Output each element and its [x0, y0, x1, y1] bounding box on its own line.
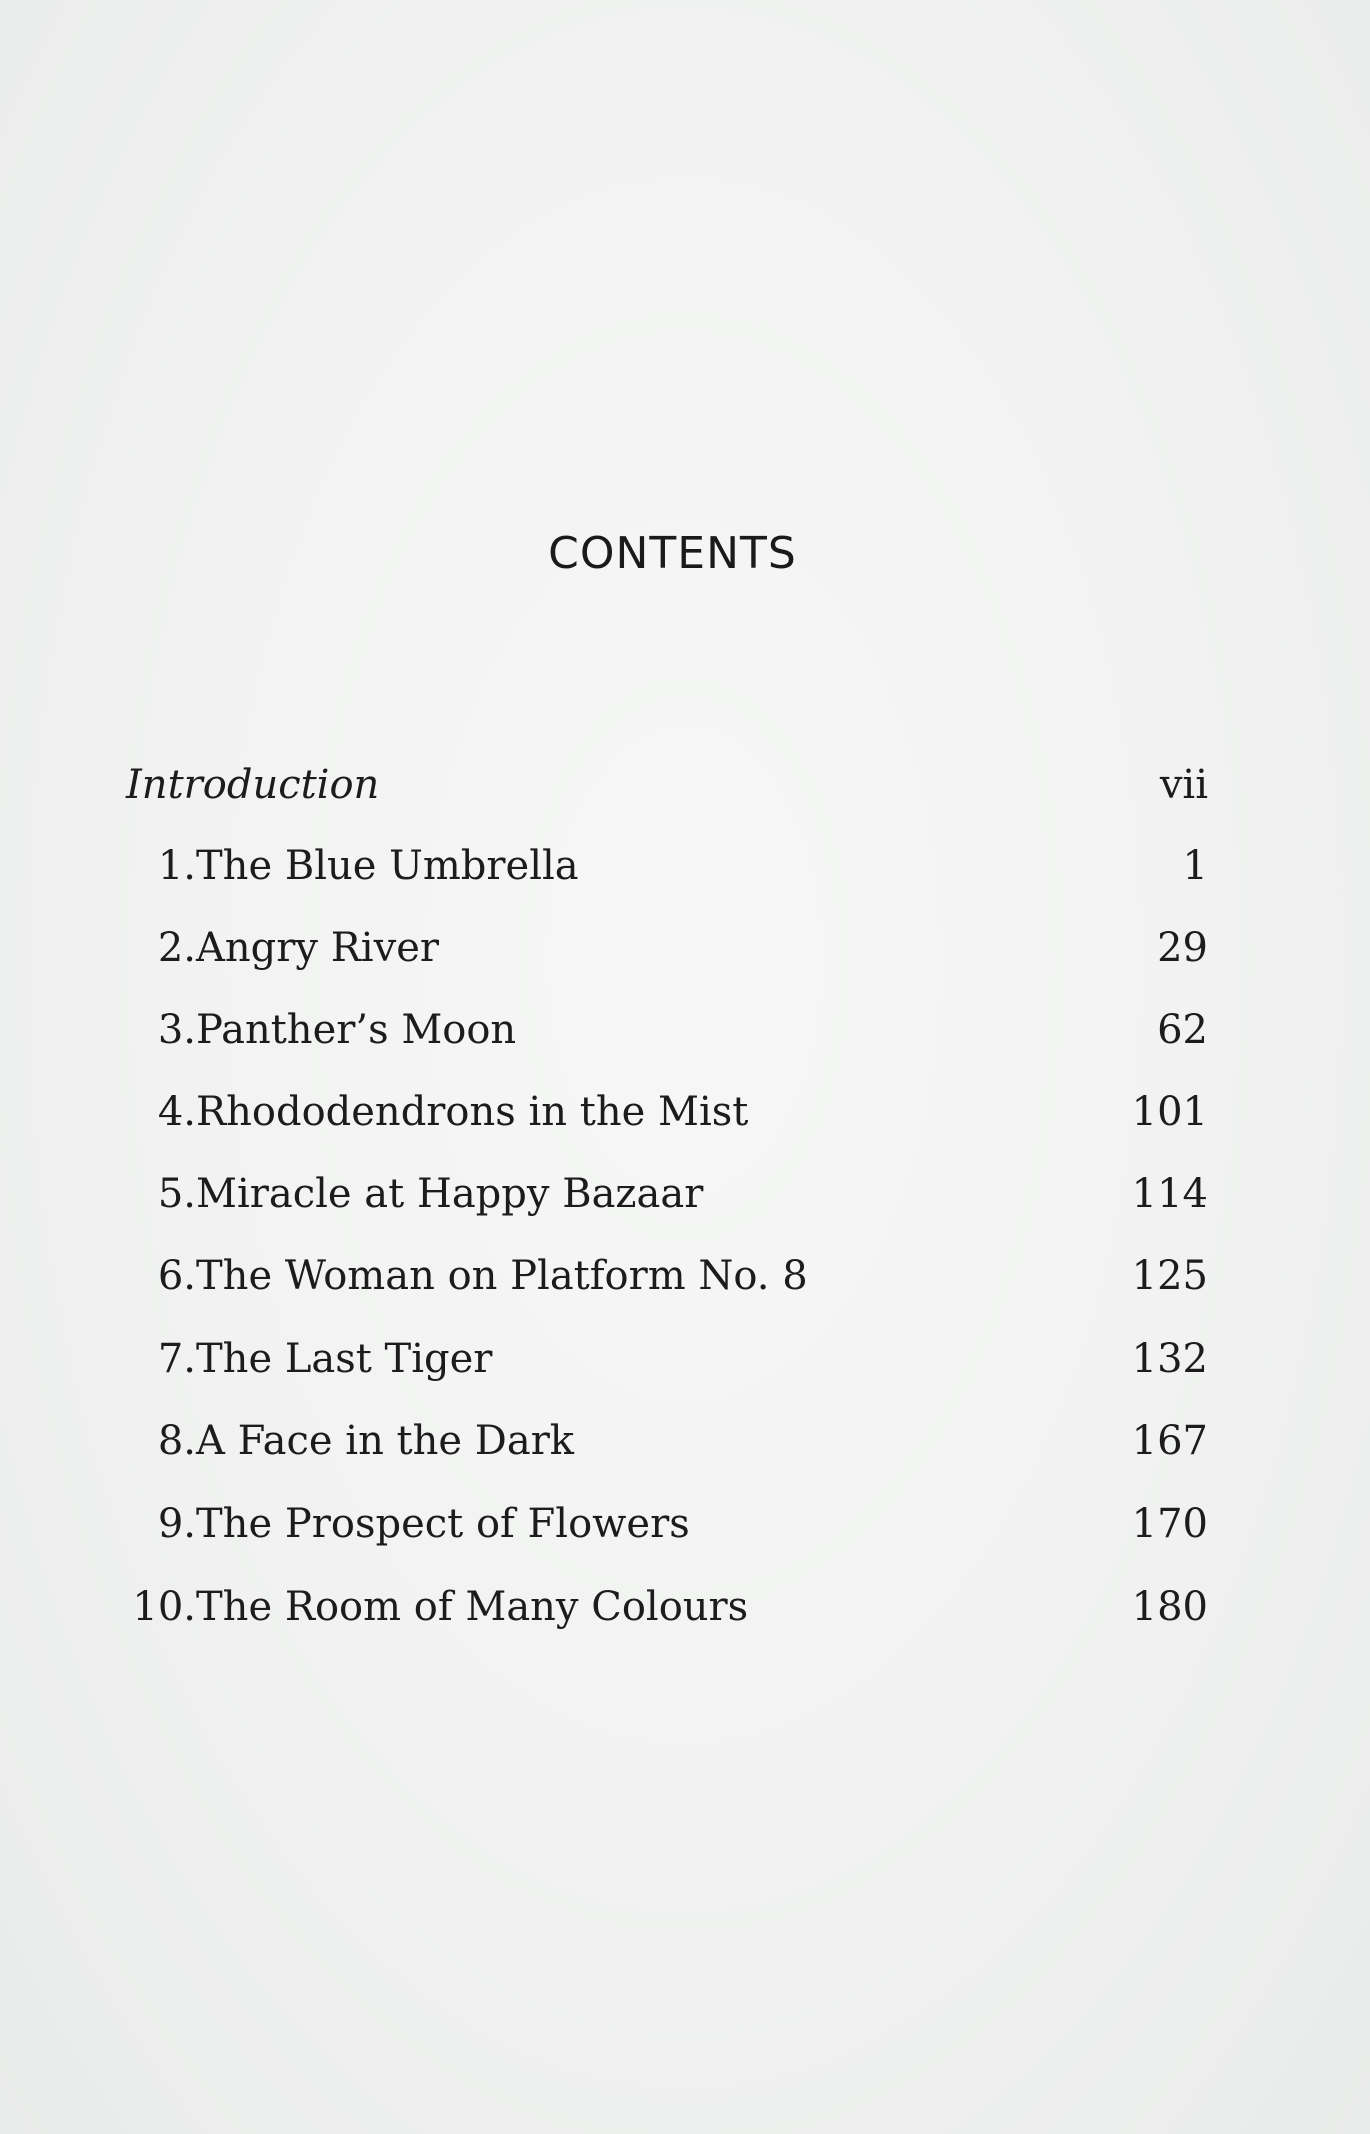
toc-entry-title: The Last Tiger — [196, 1336, 493, 1382]
toc-entry-title: The Blue Umbrella — [196, 843, 579, 889]
toc-entry — [0, 1494, 1370, 1554]
toc-entry-title: A Face in the Dark — [196, 1418, 575, 1464]
contents-heading: CONTENTS — [548, 528, 797, 579]
toc-entry-title: The Prospect of Flowers — [196, 1501, 690, 1547]
toc-entry-page: 170 — [1131, 1501, 1208, 1547]
toc-entry-number: 2. — [157, 925, 196, 971]
toc-entry-number: 5. — [157, 1171, 196, 1217]
toc-entry-number: 1. — [157, 843, 196, 889]
toc-entry — [0, 918, 1370, 978]
toc-entry-number: 3. — [157, 1007, 196, 1053]
toc-entry-title: Introduction — [126, 762, 380, 808]
toc-entry-page: 167 — [1131, 1418, 1208, 1464]
toc-entry — [0, 836, 1370, 896]
toc-entry-page: 125 — [1131, 1253, 1208, 1299]
toc-entry-page: 29 — [1157, 925, 1208, 971]
toc-entry-title: The Woman on Platform No. 8 — [196, 1253, 808, 1299]
toc-entry-page: 180 — [1131, 1584, 1208, 1630]
toc-entry-number: 7. — [157, 1336, 196, 1382]
toc-entry-page: vii — [1159, 762, 1208, 808]
toc-entry-number: 9. — [157, 1501, 196, 1547]
toc-entry-title: Miracle at Happy Bazaar — [196, 1171, 704, 1217]
toc-entry-page: 62 — [1157, 1007, 1208, 1053]
toc-entry-number: 4. — [157, 1089, 196, 1135]
toc-entry — [0, 1329, 1370, 1389]
toc-entry-number: 8. — [157, 1418, 196, 1464]
toc-entry — [0, 1164, 1370, 1224]
toc-entry-page: 114 — [1131, 1171, 1208, 1217]
toc-entry-page: 1 — [1182, 843, 1208, 889]
toc-entry — [0, 1082, 1370, 1142]
toc-entry-introduction — [0, 755, 1370, 815]
toc-entry-number: 10. — [132, 1584, 196, 1630]
toc-entry-page: 132 — [1131, 1336, 1208, 1382]
toc-entry-title: Rhododendrons in the Mist — [196, 1089, 749, 1135]
toc-entry-number: 6. — [157, 1253, 196, 1299]
toc-entry-title: Angry River — [196, 925, 439, 971]
toc-entry — [0, 1246, 1370, 1306]
toc-entry — [0, 1000, 1370, 1060]
toc-entry-title: Panther’s Moon — [196, 1007, 517, 1053]
toc-entry-title: The Room of Many Colours — [196, 1584, 749, 1630]
toc-entry-page: 101 — [1131, 1089, 1208, 1135]
toc-entry — [0, 1577, 1370, 1637]
toc-entry — [0, 1411, 1370, 1471]
